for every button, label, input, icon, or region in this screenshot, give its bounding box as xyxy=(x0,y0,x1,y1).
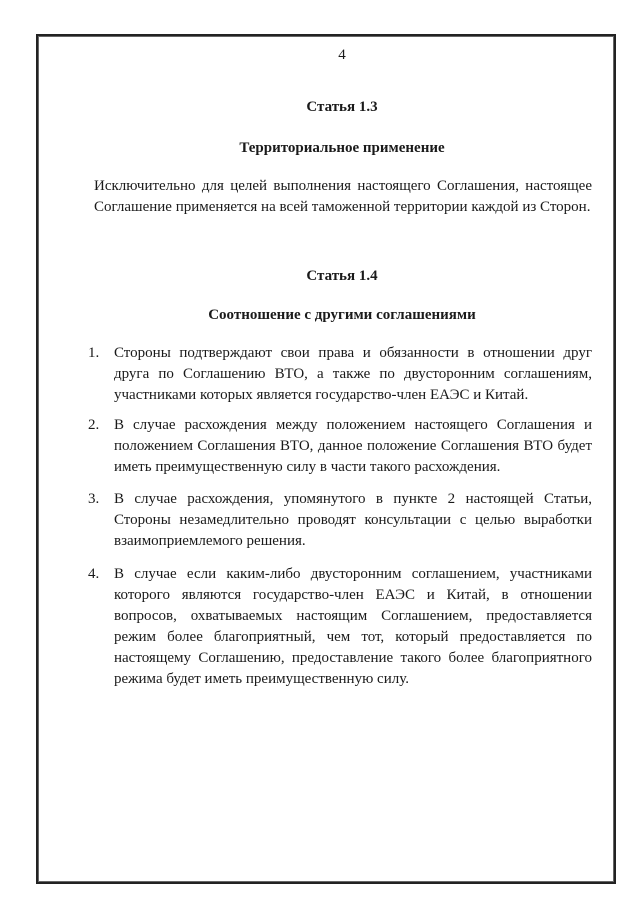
list-item-text: В случае расхождения между положением настоящего Соглашения и положением Соглашения ВТО, данное положение Соглашения ВТО будет иметь преимущественную силу в части такого расхождения. xyxy=(114,417,592,475)
list-item xyxy=(88,343,592,406)
list-item-number: 3. xyxy=(88,491,100,507)
article-1-3-subtitle: Территориальное применение xyxy=(239,140,445,156)
list-item-text: Стороны подтверждают свои права и обязанности в отношении друг друга по Соглашению ВТО, а также по двусторонним соглашениям, участниками которых является государство-член ЕАЭС и Китай. xyxy=(114,345,592,403)
article-1-3-text: Исключительно для целей выполнения настоящего Соглашения, настоящее Соглашение применяется на всей таможенной территории каждой из Сторон. xyxy=(94,178,592,215)
list-item-number: 4. xyxy=(88,566,100,582)
list-item-number: 1. xyxy=(88,345,100,361)
article-1-3-title: Статья 1.3 xyxy=(306,99,378,115)
list-item xyxy=(88,489,592,552)
list-item-number: 2. xyxy=(88,417,100,433)
article-1-4-subtitle: Соотношение с другими соглашениями xyxy=(208,307,476,323)
article-1-4-title: Статья 1.4 xyxy=(306,268,378,284)
list-item xyxy=(88,564,592,690)
list-item-text: В случае расхождения, упомянутого в пункте 2 настоящей Статьи, Стороны незамедлительно проводят консультации с целью выработки взаимоприемлемого решения. xyxy=(114,491,592,549)
list-item xyxy=(88,415,592,478)
page-number: 4 xyxy=(338,47,346,63)
list-item-text: В случае если каким-либо двусторонним соглашением, участниками которого являются государство-член ЕАЭС и Китай, в отношении вопросов, охватываемых настоящим Соглашением, предоставляется режим более благоприятный, чем тот, который предоставляется по настоящему Соглашению, предоставление такого более благоприятного режима будет иметь преимущественную силу. xyxy=(114,566,592,687)
